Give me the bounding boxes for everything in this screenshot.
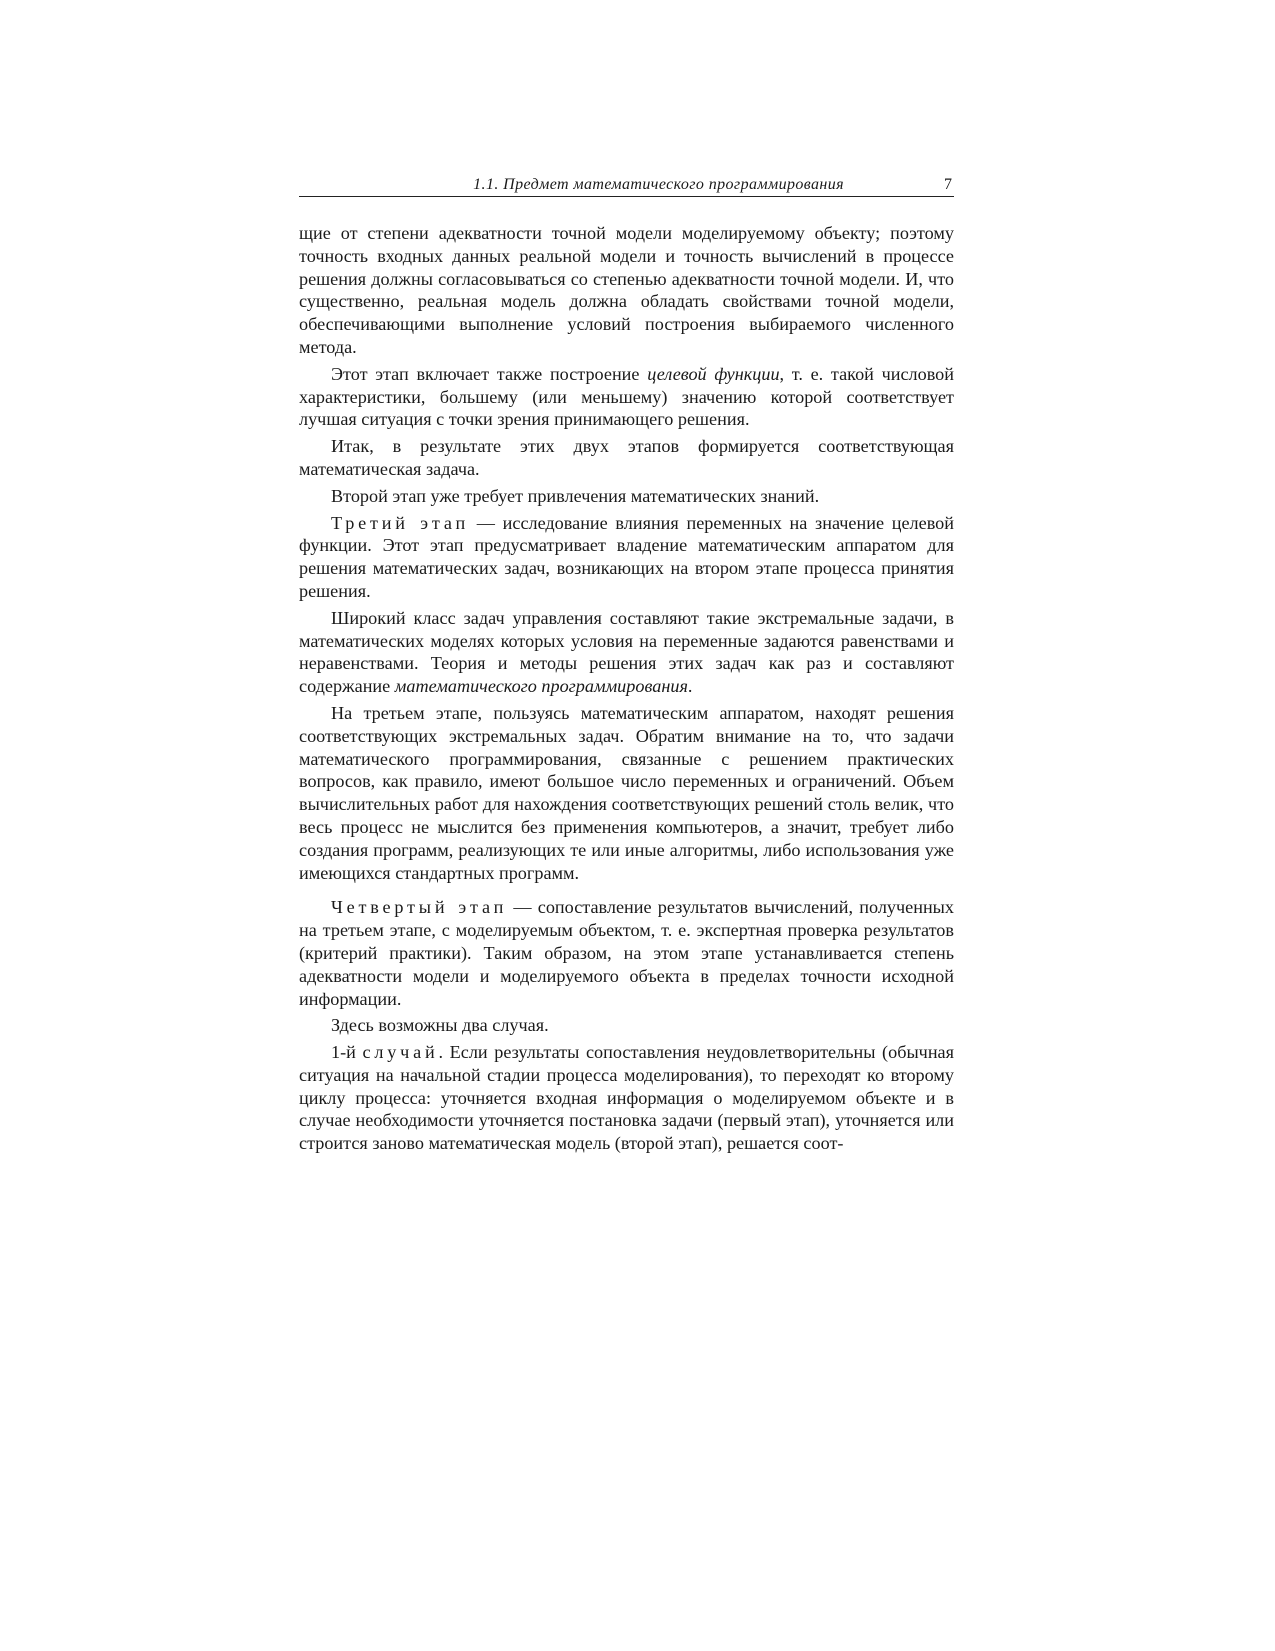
- body-text: [299, 222, 954, 1155]
- case-one-heading: случай: [362, 1042, 439, 1063]
- paragraph-7-text: На третьем этапе, пользуясь математическим аппаратом, находят решения соответствующих экстремальных задач. Обратим внимание на то, что задачи математического программирования, связанные с решением практических вопросов, как правило, имеют большое число переменных и ограничений. Объем вычислительных работ для нахождения соответствующих решений столь велик, что весь процесс не мыслится без применения компьютеров, а значит, требует либо создания программ, реализующих те или иные алгоритмы, либо использования уже имеющихся стандартных программ.: [299, 702, 954, 883]
- running-head: [299, 174, 954, 197]
- paragraph-3-text: Итак, в результате этих двух этапов формируется соответствующая математическая задача.: [299, 436, 954, 479]
- paragraph-9-text: Здесь возможны два случая.: [331, 1015, 549, 1036]
- paragraph-6-text-start: Широкий класс задач управления составляют такие экстремальные задачи, в математических моделях которых условия на переменные задаются равенствами и неравенствами. Теория и методы решения этих задач как раз и составляют содержание: [299, 607, 954, 697]
- paragraph-7: [299, 702, 954, 884]
- book-page: [299, 174, 954, 1159]
- paragraph-8: [299, 896, 954, 1010]
- term-mathematical-programming: математического программирования: [394, 676, 688, 697]
- paragraph-10-text: . Если результаты сопоставления неудовлетворительны (обычная ситуация на начальной стадии процесса моделирования), то переходят ко второму циклу процесса: уточняется входная информация о моделируемом объекте и в случае необходимости уточняется постановка задачи (первый этап), уточняется или строится заново математическая модель (второй этап), решается соот-: [299, 1042, 954, 1154]
- stage-three-heading: Третий этап: [331, 512, 470, 533]
- paragraph-2: [299, 363, 954, 431]
- paragraph-8-text: — сопоставление результатов вычислений, полученных на третьем этапе, с моделируемым объектом, т. е. экспертная проверка результатов (критерий практики). Таким образом, на этом этапе устанавливается степень адекватности модели и моделируемого объекта в пределах точности исходной информации.: [299, 897, 954, 1009]
- paragraph-2-text-end: , т. е. такой числовой характеристики, большему (или меньшему) значению которой соответствует лучшая ситуация с точки зрения принимающего решения.: [299, 363, 955, 430]
- paragraph-10: [299, 1041, 954, 1155]
- paragraph-2-text-start: Этот этап включает также построение: [331, 363, 648, 384]
- term-objective-function: целевой функции: [647, 363, 780, 384]
- case-one-number: 1-й: [331, 1042, 363, 1063]
- paragraph-5-text: — исследование влияния переменных на значение целевой функции. Этот этап предусматривает владение математическим аппаратом для решения математических задач, возникающих на втором этапе процесса принятия решения.: [299, 512, 954, 601]
- paragraph-9: [299, 1014, 954, 1037]
- paragraph-4-text: Второй этап уже требует привлечения математических знаний.: [331, 485, 820, 506]
- running-title: 1.1. Предмет математического программирования: [473, 176, 844, 193]
- stage-four-heading: Четвертый этап: [331, 897, 508, 918]
- page-number: 7: [944, 176, 952, 193]
- paragraph-1: [299, 222, 954, 359]
- paragraph-4: [299, 485, 954, 508]
- paragraph-6: [299, 607, 954, 698]
- paragraph-1-text: щие от степени адекватности точной модели моделируемому объекту; поэтому точность входных данных реальной модели и точность вычислений в процессе решения должны согласовываться со степенью адекватности точной модели. И, что существенно, реальная модель должна обладать свойствами точной модели, обеспечивающими выполнение условий построения выбираемого численного метода.: [299, 223, 954, 357]
- paragraph-5: [299, 512, 954, 603]
- paragraph-6-text-end: .: [687, 676, 693, 697]
- paragraph-3: [299, 435, 954, 481]
